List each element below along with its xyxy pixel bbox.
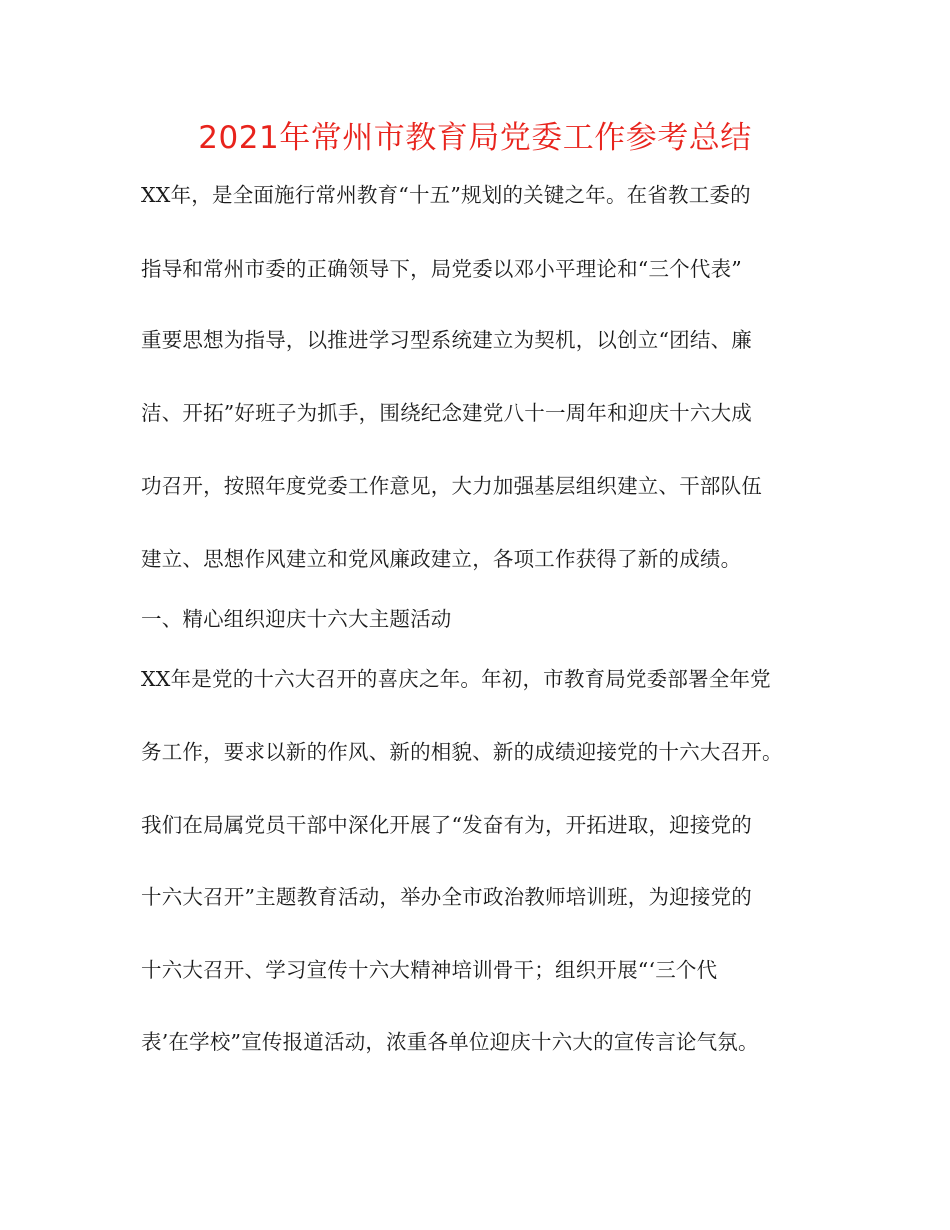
- body-line-11: 十六大召开、学习宣传十六大精神培训骨干；组织开展“‘三个代: [141, 958, 718, 982]
- body-line-9: 我们在局属党员干部中深化开展了“发奋有为，开拓进取，迎接党的: [141, 813, 752, 837]
- body-line-5: 功召开，按照年度党委工作意见，大力加强基层组织建立、干部队伍: [141, 474, 762, 498]
- body-line-2: 指导和常州市委的正确领导下，局党委以邓小平理论和“三个代表”: [141, 257, 742, 281]
- body-line-3: 重要思想为指导，以推进学习型系统建立为契机，以创立“团结、廉: [141, 328, 752, 352]
- body-line-12: 表’在学校”宣传报道活动，浓重各单位迎庆十六大的宣传言论气氛。: [141, 1030, 759, 1054]
- body-line-1: XX年，是全面施行常州教育“十五”规划的关键之年。在省教工委的: [141, 183, 751, 207]
- document-title: 2021年常州市教育局党委工作参考总结: [198, 120, 752, 156]
- body-line-7: XX年是党的十六大召开的喜庆之年。年初，市教育局党委部署全年党: [141, 667, 771, 691]
- section-heading-1: 一、精心组织迎庆十六大主题活动: [141, 607, 452, 631]
- body-line-8: 务工作，要求以新的作风、新的相貌、新的成绩迎接党的十六大召开。: [141, 740, 783, 764]
- body-line-10: 十六大召开”主题教育活动，举办全市政治教师培训班，为迎接党的: [141, 885, 752, 909]
- body-line-6: 建立、思想作风建立和党风廉政建立，各项工作获得了新的成绩。: [141, 547, 742, 571]
- body-line-4: 洁、开拓”好班子为抓手，围绕纪念建党八十一周年和迎庆十六大成: [141, 401, 752, 425]
